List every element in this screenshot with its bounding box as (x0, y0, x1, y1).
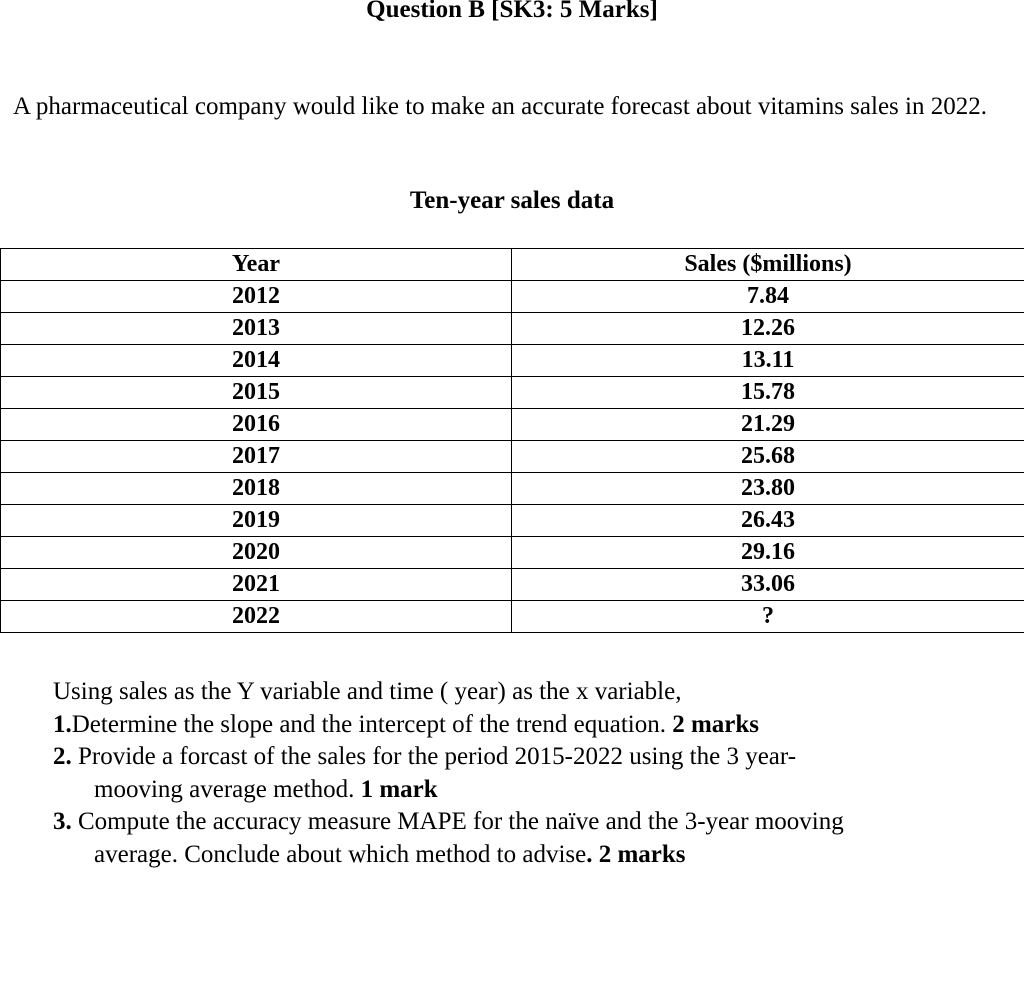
column-header-sales: Sales ($millions) (512, 249, 1024, 281)
year-cell: 2014 (1, 345, 512, 377)
table-row (1, 377, 1024, 409)
year-cell: 2016 (1, 409, 512, 441)
sales-cell: 29.16 (512, 537, 1024, 569)
sales-cell: 13.11 (512, 345, 1024, 377)
year-cell: 2017 (1, 441, 512, 473)
year-cell: 2013 (1, 313, 512, 345)
question-3-text-line2: average. Conclude about which method to advise (94, 840, 587, 868)
table-row (1, 313, 1024, 345)
question-3-marks: 2 marks (592, 840, 686, 868)
question-2-text-line1: Provide a forcast of the sales for the period 2015-2022 using the 3 year- (71, 743, 797, 770)
table-row (1, 281, 1024, 313)
question-3 (53, 806, 1013, 839)
year-cell: 2015 (1, 377, 512, 409)
year-cell: 2012 (1, 281, 512, 313)
sales-cell: 15.78 (512, 377, 1024, 409)
sales-table-body (1, 249, 1024, 633)
table-row (1, 345, 1024, 377)
table-row (1, 505, 1024, 537)
question-3-period: . (586, 840, 593, 868)
table-row (1, 473, 1024, 505)
sales-cell: 23.80 (512, 473, 1024, 505)
question-2-number: 2. (53, 743, 72, 770)
questions-block (53, 676, 1013, 871)
question-1-text: Determine the slope and the intercept of the trend equation. (71, 710, 673, 738)
table-row (1, 441, 1024, 473)
table-row (1, 409, 1024, 441)
sales-cell: ? (512, 601, 1024, 633)
table-header-row (1, 249, 1024, 281)
question-3-text-line1: Compute the accuracy measure MAPE for the naïve and the 3-year mooving (71, 808, 844, 835)
question-3-number: 3. (53, 808, 72, 835)
page-title: Question B [SK3: 5 Marks] (366, 0, 658, 23)
sales-cell: 25.68 (512, 441, 1024, 473)
sales-cell: 26.43 (512, 505, 1024, 537)
sales-table (0, 248, 1024, 633)
sales-cell: 7.84 (512, 281, 1024, 313)
table-row (1, 569, 1024, 601)
question-1-marks: 2 marks (672, 710, 760, 738)
question-1-number: 1. (53, 710, 72, 738)
sales-cell: 21.29 (512, 409, 1024, 441)
question-3-continuation (53, 839, 1013, 872)
questions-lead: Using sales as the Y variable and time ( year) as the x variable, (53, 678, 682, 705)
table-caption: Ten-year sales data (409, 187, 615, 214)
question-2 (53, 741, 1013, 774)
question-2-marks: 1 mark (360, 775, 438, 803)
question-2-text-line2: mooving average method. (94, 775, 361, 803)
year-cell: 2019 (1, 505, 512, 537)
table-row (1, 601, 1024, 633)
year-cell: 2020 (1, 537, 512, 569)
intro-paragraph: A pharmaceutical company would like to make an accurate forecast about vitamins sales in 2022. (13, 93, 987, 120)
year-cell: 2022 (1, 601, 512, 633)
question-1 (53, 709, 1013, 742)
sales-cell: 12.26 (512, 313, 1024, 345)
table-row (1, 537, 1024, 569)
year-cell: 2018 (1, 473, 512, 505)
column-header-year: Year (1, 249, 512, 281)
question-2-continuation (53, 774, 1013, 807)
sales-cell: 33.06 (512, 569, 1024, 601)
year-cell: 2021 (1, 569, 512, 601)
